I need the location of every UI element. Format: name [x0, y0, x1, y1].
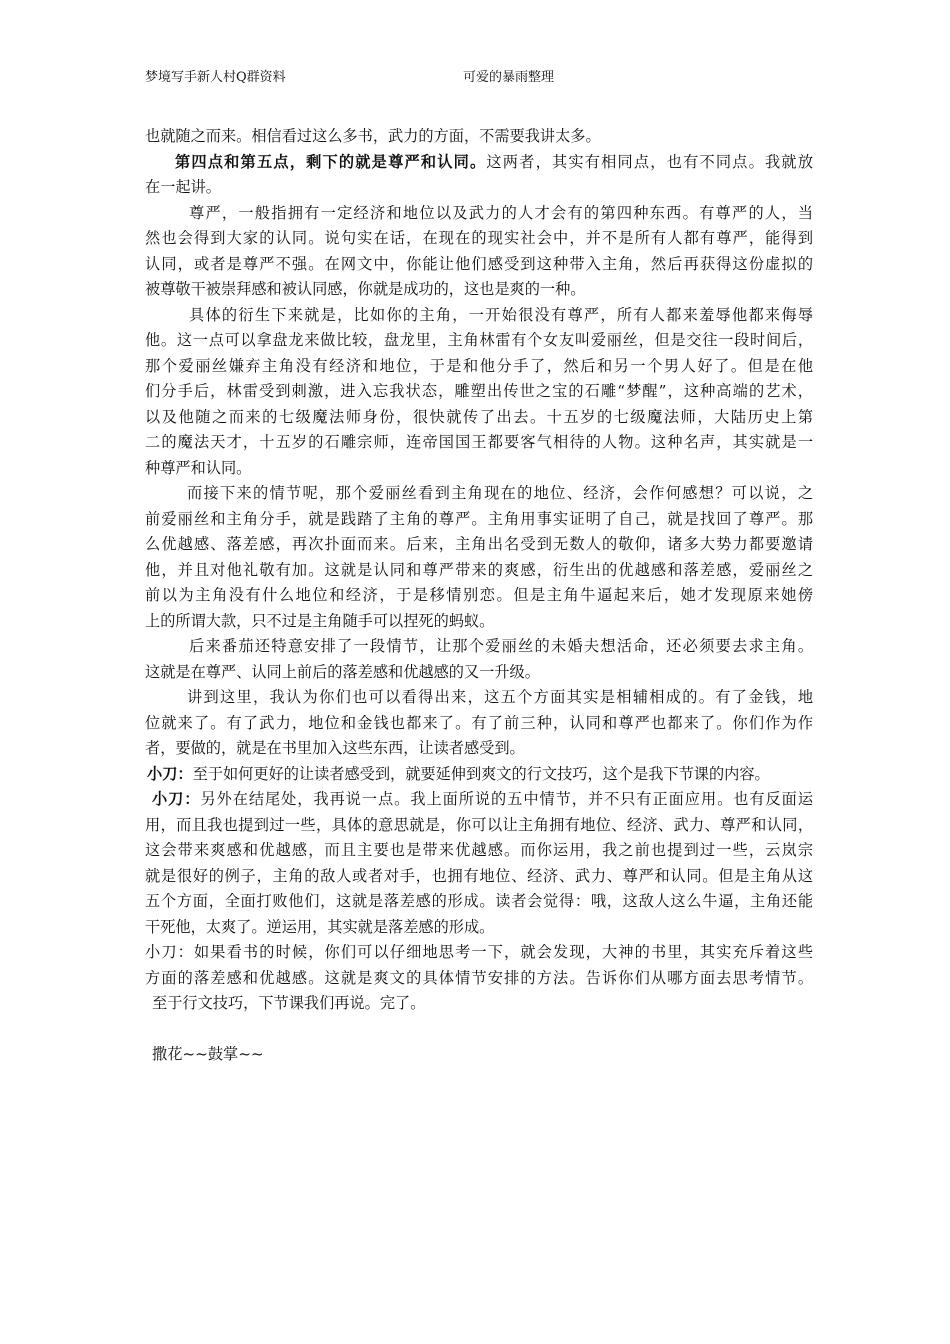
- header-group-name: 梦境写手新人村Q群资料: [145, 70, 286, 85]
- text-line: 前以为主角没有什么地位和经济，于是移情别恋。但是主角牛逼起来后，她才发现原来她傍: [145, 586, 813, 604]
- text-line: 也就随之而来。相信看过这么多书，武力的方面，不需要我讲太多。: [145, 127, 601, 145]
- text-line: 用，而且我也提到过一些，具体的意思就是，你可以让主角拥有地位、经济、武力、尊严和认同，: [145, 815, 813, 834]
- text-line: 二的魔法天才，十五岁的石雕宗师，连帝国国王都要客气相待的人物。这种名声，其实就是一: [145, 433, 813, 451]
- text-line: 他。这一点可以拿盘龙来做比较，盘龙里，主角林雷有个女友叫爱丽丝，但是交往一段时间后，: [145, 331, 813, 349]
- text-line-speaker: [145, 787, 813, 813]
- page-header: [145, 66, 825, 88]
- text-line: 被尊敬干被崇拜感和被认同感，你就是成功的，这也是爽的一种。: [145, 280, 586, 298]
- text-line-bold-lead: [145, 150, 813, 176]
- section-heading: 第四点和第五点，剩下的就是尊严和认同。: [175, 152, 487, 171]
- speaker-label: 小刀：: [147, 764, 193, 783]
- closing-line: 撒花~~鼓掌~~: [152, 1045, 264, 1063]
- text-line: 前爱丽丝和主角分手，就是践踏了主角的尊严。主角用事实证明了自己，就是找回了尊严。那: [145, 509, 813, 528]
- text-line: 干死他，太爽了。逆运用，其实就是落差感的形成。: [145, 917, 495, 936]
- text-line-speaker: [145, 940, 813, 966]
- speaker-label: 小刀：: [145, 943, 194, 961]
- text-line: 方面的落差感和优越感。这就是爽文的具体情节安排的方法。告诉你们从哪方面去思考情节。: [145, 968, 813, 987]
- text-line: 具体的衍生下来就是，比如你的主角，一开始很没有尊严，所有人都来羞辱他都来侮辱: [189, 305, 813, 324]
- article-body: [145, 124, 813, 1068]
- text-line: 讲到这里，我认为你们也可以看得出来，这五个方面其实是相辅相成的。有了金钱，地: [187, 688, 813, 706]
- text-line: 在一起讲。: [145, 178, 221, 196]
- text-line: 么优越感、落差感，再次扑面而来。后来，主角出名受到无数人的敬仰，诸多大势力都要邀请: [145, 535, 813, 553]
- text-line: 至于行文技巧，下节课我们再说。完了。: [152, 994, 426, 1012]
- text-line: 而接下来的情节呢，那个爱丽丝看到主角现在的地位、经济，会作何感想？可以说，之: [187, 484, 813, 502]
- text-line: 他，并且对他礼敬有加。这就是认同和尊严带来的爽感，衍生出的优越感和落差感，爱丽丝之: [145, 560, 813, 579]
- text-line: 然也会得到大家的认同。说句实在话，在现在的现实社会中，并不是所有人都有尊严，能得到: [145, 229, 813, 247]
- text-line: 这会带来爽感和优越感，而且主要也是带来优越感。而你运用，我之前也提到过一些，云岚宗: [145, 841, 813, 859]
- text-span: 至于如何更好的让读者感受到，就要延伸到爽文的行文技巧，这个是我下节课的内容。: [192, 764, 770, 783]
- text-line: 这就是在尊严、认同上前后的落差感和优越感的又一升级。: [145, 662, 540, 681]
- text-line: 认同，或者是尊严不强。在网文中，你能让他们感受到这种带入主角，然后再获得这份虚拟的: [145, 254, 813, 273]
- text-line: 上的所谓大款，只不过是主角随手可以捏死的蚂蚁。: [145, 611, 495, 630]
- text-line: 种尊严和认同。: [145, 458, 252, 477]
- blank-line: [145, 1017, 813, 1043]
- text-line: 五个方面，全面打败他们，这就是落差感的形成。读者会觉得：哦，这敌人这么牛逼，主角还能: [145, 892, 813, 910]
- text-span: 如果看书的时候，你们可以仔细地思考一下，就会发现，大神的书里，其实充斥着这些: [193, 943, 814, 961]
- text-line: 以及他随之而来的七级魔法师身份，很快就传了出去。十五岁的七级魔法师，大陆历史上第: [145, 407, 813, 426]
- text-line: 位就来了。有了武力，地位和金钱也都来了。有了前三种，认同和尊严也都来了。你们作为作: [145, 713, 813, 732]
- text-line: 就是很好的例子，主角的敌人或者对手，也拥有地位、经济、武力、尊严和认同。但是主角从这: [145, 866, 813, 885]
- text-line: 们分手后，林雷受到刺激，进入忘我状态，雕塑出传世之宝的石雕“梦醒”，这种高端的艺术，: [145, 382, 813, 400]
- text-line: 那个爱丽丝嫌弃主角没有经济和地位，于是和他分手了，然后和另一个男人好了。但是在他: [145, 356, 813, 375]
- speaker-label: 小刀：: [152, 790, 201, 808]
- text-span: 这两者，其实有相同点，也有不同点。我就放: [486, 152, 814, 171]
- text-line: 后来番茄还特意安排了一段情节，让那个爱丽丝的未婚夫想活命，还必须要去求主角。: [189, 637, 813, 655]
- text-line: 者，要做的，就是在书里加入这些东西，让读者感受到。: [145, 739, 525, 757]
- header-editor-credit: 可爱的暴雨整理: [463, 70, 555, 85]
- text-line-speaker: [145, 762, 813, 788]
- text-span: 另外在结尾处，我再说一点。我上面所说的五中情节，并不只有正面应用。也有反面运: [200, 790, 814, 808]
- text-line: 尊严，一般指拥有一定经济和地位以及武力的人才会有的第四种东西。有尊严的人，当: [189, 203, 813, 222]
